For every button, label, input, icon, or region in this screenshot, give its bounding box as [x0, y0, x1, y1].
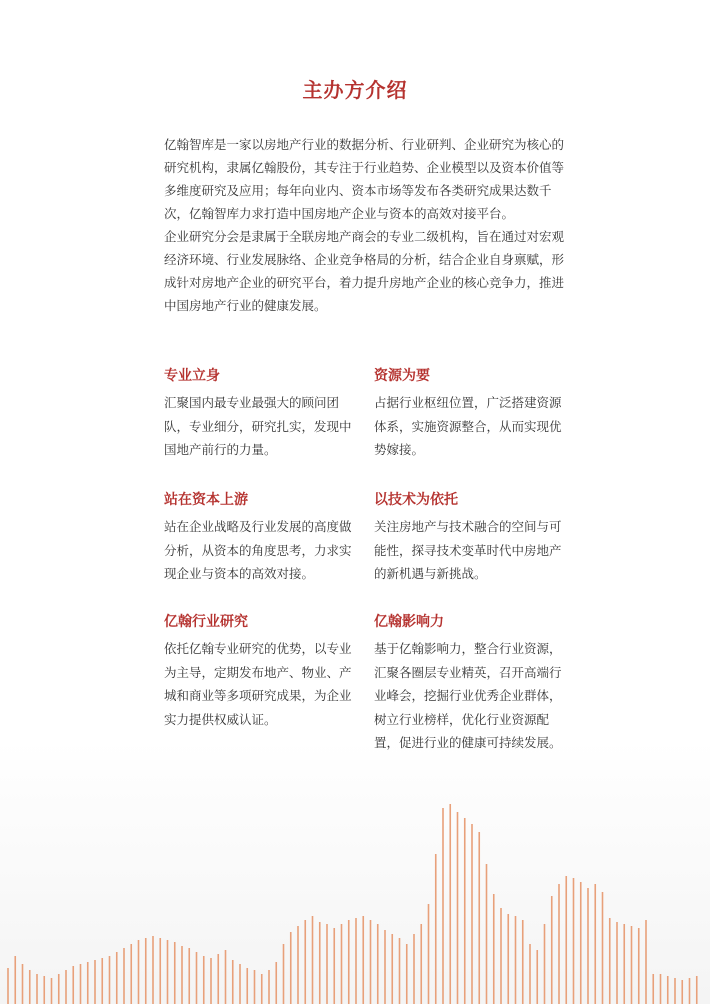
feature-title: 专业立身 [164, 368, 220, 384]
feature-title: 亿翰影响力 [374, 614, 444, 630]
intro-paragraph-2: 企业研究分会是隶属于全联房地产商会的专业二级机构，旨在通过对宏观经济环境、行业发展脉络、企业竞争格局的分析，结合企业自身禀赋，形成针对房地产企业的研究平台，着力提升房地产企业的核心竞争力，推进中国房地产行业的健康发展。 [164, 229, 565, 313]
intro-paragraph-1: 亿翰智库是一家以房地产行业的数据分析、行业研判、企业研究为核心的研究机构，隶属亿翰股份，其专注于行业趋势、企业模型以及资本价值等多维度研究及应用；每年向业内、资本市场等发布各类研究成果达数千次，亿翰智库力求打造中国房地产企业与资本的高效对接平台。 [164, 137, 565, 221]
feature-resources [374, 366, 564, 462]
feature-text: 关注房地产与技术融合的空间与可能性，探寻技术变革时代中房地产的新机遇与新挑战。 [374, 519, 562, 581]
feature-text: 站在企业战略及行业发展的高度做分析，从资本的角度思考，力求实现企业与资本的高效对接。 [164, 519, 352, 581]
feature-industry-research [164, 612, 354, 731]
feature-influence [374, 612, 564, 755]
feature-capital [164, 490, 354, 586]
decorative-bars-graphic [0, 790, 710, 1004]
feature-text: 基于亿翰影响力，整合行业资源，汇聚各圈层专业精英，召开高端行业峰会，挖掘行业优秀企业群体，树立行业榜样，优化行业资源配置，促进行业的健康可持续发展。 [374, 641, 562, 750]
feature-title: 亿翰行业研究 [164, 614, 248, 630]
feature-professional [164, 366, 354, 462]
feature-title: 站在资本上游 [164, 492, 248, 508]
page-title: 主办方介绍 [302, 78, 408, 102]
feature-text: 汇聚国内最专业最强大的顾问团队，专业细分，研究扎实，发现中国地产前行的力量。 [164, 395, 352, 457]
feature-text: 依托亿翰专业研究的优势，以专业为主导，定期发布地产、物业、产城和商业等多项研究成果，为企业实力提供权威认证。 [164, 641, 352, 727]
feature-text: 占据行业枢纽位置，广泛搭建资源体系，实施资源整合，从而实现优势嫁接。 [374, 395, 562, 457]
intro-section [164, 133, 564, 317]
feature-title: 以技术为依托 [374, 492, 458, 508]
feature-technology [374, 490, 564, 586]
feature-title: 资源为要 [374, 368, 430, 384]
